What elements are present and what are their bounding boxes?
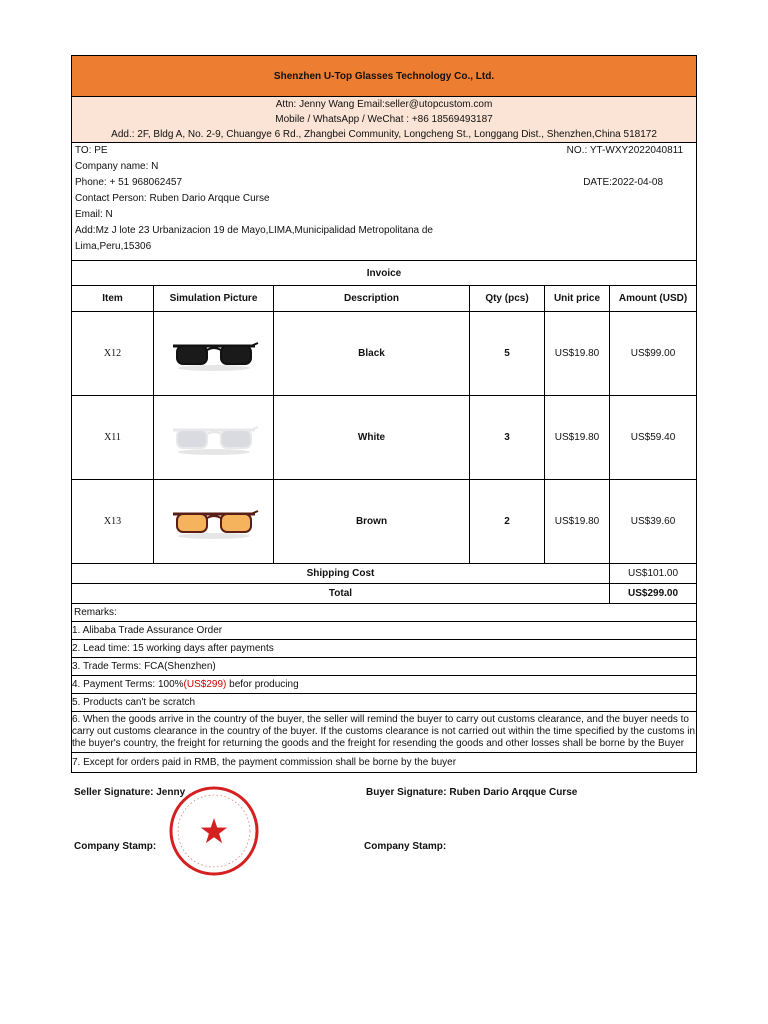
company-stamp-label-buyer: Company Stamp: (364, 841, 447, 852)
item-amount: US$39.60 (610, 480, 697, 564)
item-description: Black (274, 312, 470, 396)
table-row (72, 480, 697, 564)
item-code: X11 (72, 396, 154, 480)
product-picture (154, 312, 274, 396)
item-qty: 2 (470, 480, 545, 564)
item-amount: US$99.00 (610, 312, 697, 396)
col-amount: Amount (USD) (610, 286, 697, 312)
contact-block (72, 97, 697, 143)
item-code: X13 (72, 480, 154, 564)
sunglasses-icon (169, 418, 259, 458)
col-picture: Simulation Picture (154, 286, 274, 312)
buyer-contact-person: Contact Person: Ruben Dario Arqque Curse (75, 193, 270, 204)
total-label: Total (72, 584, 610, 604)
item-amount: US$59.40 (610, 396, 697, 480)
invoice-table (71, 55, 697, 773)
remark-6: 6. When the goods arrive in the country of the buyer, the seller will remind the buyer to carry out customs clearance, and the buyer needs to carry out customs clearance in the country of the buyer. If the customs clearance is not carried out within the time specified by the customs in the buyer's country, the freight for returning the goods and the freight for resending the goods and other losses shall be borne by the Buyer (72, 712, 697, 753)
remark-5: 5. Products can't be scratch (72, 694, 697, 712)
invoice-title: Invoice (72, 261, 697, 286)
item-code: X12 (72, 312, 154, 396)
remark-7: 7. Except for orders paid in RMB, the payment commission shall be borne by the buyer (72, 753, 697, 773)
sunglasses-icon (169, 502, 259, 542)
col-qty: Qty (pcs) (470, 286, 545, 312)
company-stamp-label-seller: Company Stamp: (74, 841, 157, 852)
remark-2: 2. Lead time: 15 working days after payments (72, 640, 697, 658)
total-value: US$299.00 (610, 584, 697, 604)
remark-4-post: befor producing (226, 679, 299, 690)
col-unit-price: Unit price (545, 286, 610, 312)
shipping-label: Shipping Cost (72, 564, 610, 584)
table-row (72, 312, 697, 396)
buyer-address-2: Lima,Peru,15306 (75, 241, 152, 252)
remark-3: 3. Trade Terms: FCA(Shenzhen) (72, 658, 697, 676)
buyer-email: Email: N (75, 209, 113, 220)
remark-4-pre: 4. Payment Terms: 100% (72, 679, 184, 690)
contact-line-3: Add.: 2F, Bldg A, No. 2-9, Chuangye 6 Rd., Zhangbei Community, Longcheng St., Longgang Dist., Shenzhen,China 518172 (111, 129, 657, 140)
table-row (72, 396, 697, 480)
item-description: Brown (274, 480, 470, 564)
invoice-sheet (71, 55, 696, 773)
col-description: Description (274, 286, 470, 312)
remark-1: 1. Alibaba Trade Assurance Order (72, 622, 697, 640)
shipping-value: US$101.00 (610, 564, 697, 584)
remark-4 (72, 676, 697, 694)
company-name: Shenzhen U-Top Glasses Technology Co., Ltd. (72, 56, 697, 97)
seller-signature: Seller Signature: Jenny (74, 787, 186, 798)
buyer-company: Company name: N (75, 161, 159, 172)
buyer-address-1: Add:Mz J lote 23 Urbanizacion 19 de Mayo,LIMA,Municipalidad Metropolitana de (75, 225, 433, 236)
buyer-to: TO: PE (75, 145, 108, 156)
buyer-signature: Buyer Signature: Ruben Dario Arqque Curse (366, 787, 578, 798)
invoice-date: DATE:2022-04-08 (583, 177, 664, 188)
item-qty: 5 (470, 312, 545, 396)
buyer-info (72, 143, 697, 261)
company-seal (168, 785, 260, 877)
item-unit-price: US$19.80 (545, 480, 610, 564)
col-item: Item (72, 286, 154, 312)
contact-line-2: Mobile / WhatsApp / WeChat : +86 18569493187 (275, 114, 493, 125)
invoice-number: NO.: YT-WXY2022040811 (566, 145, 684, 156)
remark-4-amount: (US$299) (183, 679, 227, 690)
item-description: White (274, 396, 470, 480)
buyer-phone: Phone: + 51 968062457 (75, 177, 183, 188)
product-picture (154, 480, 274, 564)
sunglasses-icon (169, 334, 259, 374)
item-qty: 3 (470, 396, 545, 480)
item-unit-price: US$19.80 (545, 396, 610, 480)
product-picture (154, 396, 274, 480)
item-unit-price: US$19.80 (545, 312, 610, 396)
remarks-title: Remarks: (72, 604, 697, 622)
contact-line-1: Attn: Jenny Wang Email:seller@utopcustom.com (275, 99, 493, 110)
